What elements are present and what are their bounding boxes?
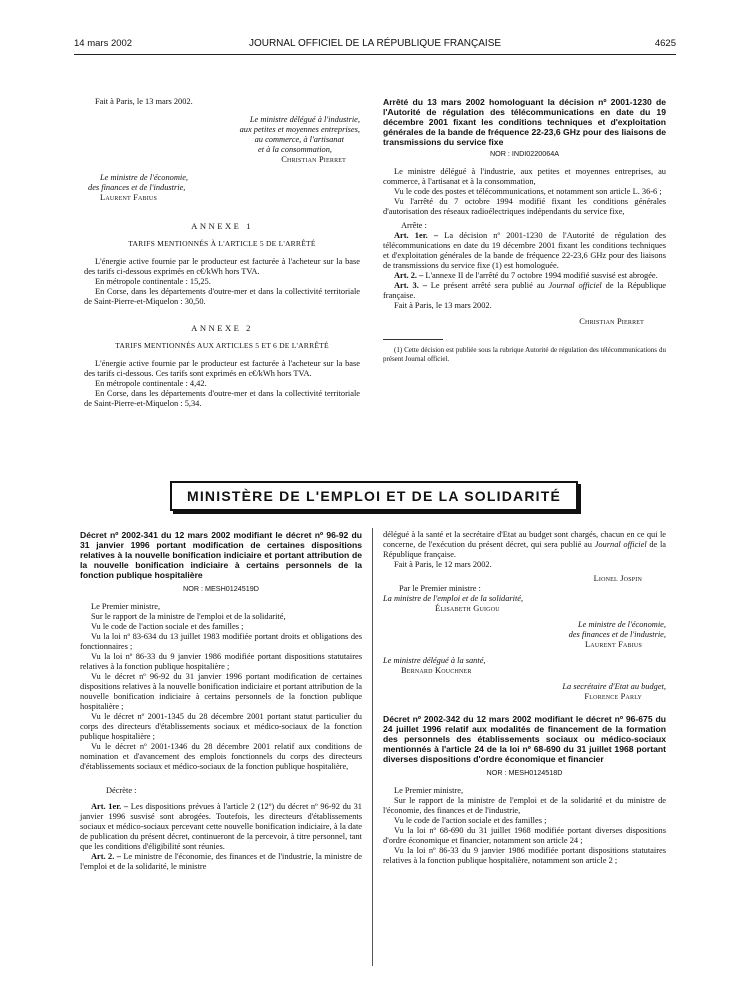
fait-line: Fait à Paris, le 13 mars 2002. — [394, 301, 492, 310]
par-premier-ministre: Par le Premier ministre : — [399, 584, 481, 593]
decret-paragraph: Vu le décret nº 2001-1345 du 28 décembre 2001 portant statut particulier du corps des directeurs d'établissements sociaux et médico-sociaux de la fonction publique hospitalière ; — [80, 712, 362, 741]
arrete-paragraph: Le ministre délégué à l'industrie, aux petites et moyennes entreprises, au commerce, à l'artisanat et à la consommation, — [383, 167, 666, 186]
article-2 — [80, 852, 362, 872]
annexe-2-paragraph: En Corse, dans les départements d'outre-mer et dans la collectivité territoriale de Saint-Pierre-et-Miquelon : 5,34. — [84, 389, 360, 408]
right-bottom-column — [383, 530, 666, 866]
signature-block-economie — [84, 173, 360, 193]
arrete-paragraph: Vu l'arrêté du 7 octobre 1994 modifié fixant les conditions générales d'autorisation des réseaux radioélectriques indépendants du service fixe, — [383, 197, 666, 216]
sig-title-line: Le ministre de l'économie, — [100, 173, 189, 182]
decret-paragraph: Vu le décret nº 96-92 du 31 janvier 1996 portant modification de certaines dispositions relatives à la nouvelle bonification indiciaire et portant attribution de la nouvelle bonification indiciaire à certains personnels de la fonction publique hospitalière ; — [80, 672, 362, 711]
annexe-2-paragraph: En métropole continentale : 4,42. — [95, 379, 207, 388]
footnote-separator — [383, 339, 443, 340]
signature-title: Le ministre délégué à la santé, — [383, 656, 486, 665]
left-top-column — [84, 97, 360, 409]
decret-paragraph: Vu la loi nº 83-634 du 13 juillet 1983 modifiée portant droits et obligations des fonctionnaires ; — [80, 632, 362, 651]
header-date: 14 mars 2002 — [74, 38, 133, 49]
article-2 — [383, 271, 666, 281]
signature-block-industrie — [84, 115, 360, 155]
arrete-heading: Arrête : — [401, 221, 427, 230]
decret-title: Décret nº 2002-341 du 12 mars 2002 modifiant le décret nº 96-92 du 31 janvier 1996 portant modification de certaines dispositions relatives à la nouvelle bonification indiciaire et portant attribution de la nouvelle bonification indiciaire à certains personnels de la fonction publique hospitalière — [80, 530, 362, 580]
continuation-text: délégué à la santé et la secrétaire d'Etat au budget sont chargés, chacun en ce qui le concerne, de l'exécution du présent décret, qui sera publié au — [383, 530, 666, 549]
annexe-2-subtitle: TARIFS MENTIONNÉS AUX ARTICLES 5 ET 6 DE L'ARRÊTÉ — [115, 341, 329, 350]
journal-title: JOURNAL OFFICIEL DE LA RÉPUBLIQUE FRANÇAISE — [248, 38, 502, 49]
decret-paragraph: Le Premier ministre, — [91, 602, 161, 611]
article-label: Art. 1er. – — [91, 802, 129, 811]
sig-title-line: et à la consommation, — [258, 145, 332, 154]
decret-paragraph: Vu le code de l'action sociale et des familles ; — [91, 622, 244, 631]
article-text: de la République française. — [383, 281, 666, 300]
article-text: La décision nº 2001-1230 de l'Autorité de régulation des télécommunications en date du 19 décembre 2001 fixant les conditions techniques et d'exploitation générales de la bande de fréquence 22-23,6 GHz pour des liaisons de transmissions du service fixe (1) est homologuée. — [383, 231, 666, 270]
annexe-1-paragraph: L'énergie active fournie par le producteur est facturée à l'acheteur sur la base des tarifs ci-dessous exprimés en c€/kWh hors TVA. — [84, 257, 360, 276]
article-text: Le présent arrêté sera publié au — [426, 281, 549, 290]
page-number: 4625 — [654, 38, 676, 49]
article-label: Art. 1er. – — [394, 231, 439, 240]
decret-paragraph: Vu la loi nº 86-33 du 9 janvier 1986 modifiée portant dispositions statutaires relatives à la fonction publique hospitalière ; — [80, 652, 362, 671]
decret-paragraph: Vu la loi nº 86-33 du 9 janvier 1986 modifiée portant dispositions statutaires relatives à la fonction publique hospitalière, notamment son article 2 ; — [383, 846, 666, 865]
decret-paragraph: Vu le code de l'action sociale et des familles ; — [394, 816, 547, 825]
decret-paragraph: Sur le rapport de la ministre de l'emploi et de la solidarité, — [91, 612, 286, 621]
signature-title: La secrétaire d'Etat au budget, — [562, 682, 666, 691]
annexe-1-title: ANNEXE 1 — [191, 221, 253, 231]
decrete-heading: Décrète : — [106, 786, 137, 795]
article-text: Le ministre de l'économie, des finances et de l'industrie, la ministre de l'emploi et de la solidarité, le ministre — [80, 852, 362, 871]
decret-2-title: Décret nº 2002-342 du 12 mars 2002 modifiant le décret nº 96-675 du 24 juillet 1996 relatif aux modalités de financement de la formation des personnels des établissements sociaux ou médico-sociaux mentionnés à l'article 24 de la loi nº 68-690 du 31 juillet 1968 portant diverses dispositions d'ordre économique et financier — [383, 714, 666, 764]
sig-title-line: Le ministre délégué à l'industrie, — [249, 115, 360, 124]
sig-title-line: aux petites et moyennes entreprises, — [239, 125, 360, 134]
signature-name: Florence Parly — [584, 692, 642, 701]
nor-reference: NOR : INDI0220064A — [489, 149, 560, 158]
left-bottom-column — [80, 530, 362, 872]
decret-continuation — [383, 530, 666, 560]
fait-line: Fait à Paris, le 12 mars 2002. — [394, 560, 492, 569]
article-text: Les dispositions prévues à l'article 2 (12º) du décret nº 96-92 du 31 janvier 1996 susvisé sont abrogées. Toutefois, les directeurs d'établissements sociaux et médico-sociaux percevant cette nouvelle bonification indiciaire, à la date de publication du présent décret, continueront de la percevoir, à titre personnel, tant que les conditions d'éligibilité sont réunies. — [80, 802, 362, 851]
signature-name: Christian Pierret — [579, 317, 644, 326]
annexe-1-paragraph: En Corse, dans les départements d'outre-mer et dans la collectivité territoriale de Saint-Pierre-et-Miquelon : 30,50. — [84, 287, 360, 306]
nor-reference: NOR : MESH0124519D — [183, 584, 259, 593]
annexe-2-title: ANNEXE 2 — [191, 323, 253, 333]
journal-name: Journal officiel — [548, 281, 602, 290]
arrete-paragraph: Vu le code des postes et télécommunications, et notamment son article L. 36-6 ; — [394, 187, 662, 196]
footnote: (1) Cette décision est publiée sous la rubrique Autorité de régulation des télécommunications du présent Journal officiel. — [383, 346, 666, 363]
article-label: Art. 2. – — [91, 852, 121, 861]
signature-name: Christian Pierret — [281, 155, 346, 164]
sig-title-line: des finances et de l'industrie, — [568, 630, 666, 639]
header-rule — [74, 54, 676, 55]
sig-title-line: des finances et de l'industrie, — [88, 183, 186, 192]
continuation-text: de la République française. — [383, 540, 667, 559]
nor-reference: NOR : MESH0124518D — [486, 768, 563, 777]
signature-name: Lionel Jospin — [593, 574, 642, 583]
signature-name: Bernard Kouchner — [401, 666, 472, 675]
article-3 — [383, 281, 666, 301]
sig-title-line: Le ministre de l'économie, — [577, 620, 666, 629]
right-top-column — [383, 97, 666, 363]
signature-name: Élisabeth Guigou — [435, 604, 500, 613]
fait-line: Fait à Paris, le 13 mars 2002. — [95, 97, 193, 106]
article-label: Art. 3. – — [394, 281, 427, 290]
decret-paragraph: Le Premier ministre, — [394, 786, 464, 795]
decret-paragraph: Vu le décret nº 2001-1346 du 28 décembre 2001 relatif aux conditions de nomination et d'avancement des emplois fonctionnels du corps des directeurs d'établissements sociaux et médico-sociaux de la fonction publique hospitalière, — [80, 742, 362, 771]
article-1 — [80, 802, 362, 852]
signature-title: La ministre de l'emploi et de la solidarité, — [383, 594, 524, 603]
annexe-1-paragraph: En métropole continentale : 15,25. — [95, 277, 211, 286]
arrete-title: Arrêté du 13 mars 2002 homologuant la décision nº 2001-1230 de l'Autorité de régulation des télécommunications en date du 19 décembre 2001 fixant les conditions techniques et d'exploitation générales de la bande de fréquence 22-23,6 GHz pour des liaisons de transmissions du service fixe — [383, 97, 666, 147]
decret-paragraph: Vu la loi nº 68-690 du 31 juillet 1968 modifiée portant diverses dispositions d'ordre économique et financier, notamment son article 24 ; — [383, 826, 666, 845]
ministry-banner: MINISTÈRE DE L'EMPLOI ET DE LA SOLIDARITÉ — [170, 481, 578, 511]
annexe-1-subtitle: TARIFS MENTIONNÉS À L'ARTICLE 5 DE L'ARRÊTÉ — [128, 239, 316, 248]
signature-name: Laurent Fabius — [584, 640, 642, 649]
column-divider — [372, 528, 373, 966]
signature-block-economie — [383, 620, 666, 640]
journal-name: Journal officiel — [594, 540, 647, 549]
annexe-2-paragraph: L'énergie active fournie par le producteur est facturée à l'acheteur sur la base des tarifs ci-dessous. Ces tarifs sont exprimés en c€/kWh hors TVA. — [84, 359, 360, 378]
sig-title-line: au commerce, à l'artisanat — [254, 135, 344, 144]
article-text: L'annexe II de l'arrêté du 7 octobre 1994 modifié susvisé est abrogée. — [423, 271, 658, 280]
article-1 — [383, 231, 666, 271]
decret-paragraph: Sur le rapport de la ministre de l'emploi et de la solidarité et du ministre de l'économie, des finances et de l'industrie, — [383, 796, 666, 815]
signature-name: Laurent Fabius — [100, 193, 158, 202]
article-label: Art. 2. – — [394, 271, 424, 280]
